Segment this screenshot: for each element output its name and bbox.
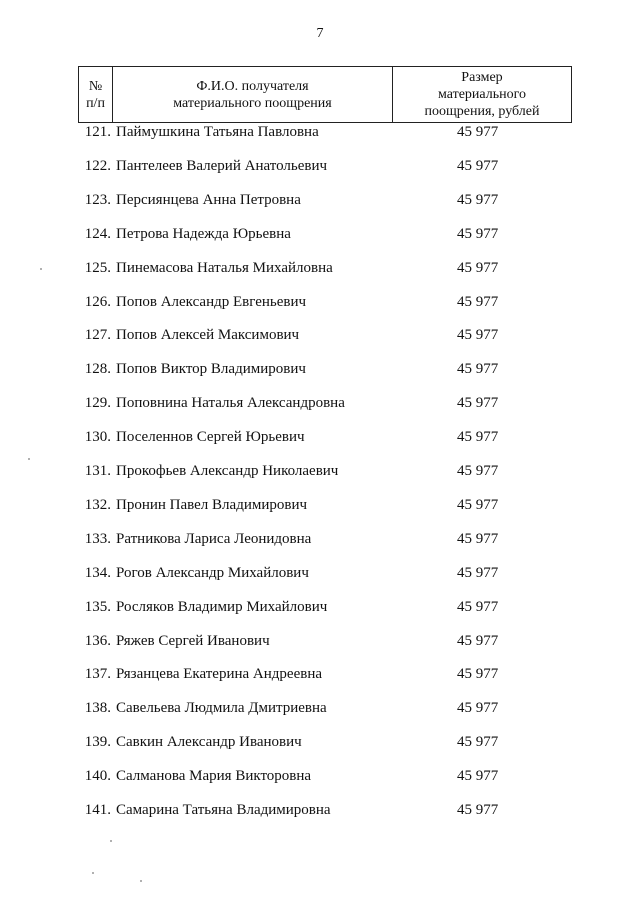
- row-number: 122.: [84, 157, 111, 174]
- recipient-name: Петрова Надежда Юрьевна: [116, 225, 291, 242]
- reward-amount: 45 977: [457, 598, 499, 615]
- row-number: 121.: [84, 124, 111, 140]
- scan-speck: [140, 880, 142, 882]
- reward-amount: 45 977: [457, 361, 499, 378]
- recipient-name: Пантелеев Валерий Анатольевич: [116, 157, 328, 174]
- reward-amount: 45 977: [457, 225, 499, 242]
- table-row: [0, 562, 640, 584]
- header-amount-column: Размер материального поощрения, рублей: [424, 70, 540, 119]
- reward-amount: 45 977: [457, 124, 499, 140]
- recipient-name: Попов Виктор Владимирович: [116, 361, 306, 378]
- header-name-column: Ф.И.О. получателя материального поощрения: [113, 67, 393, 122]
- recipient-name: Салманова Мария Викторовна: [116, 768, 312, 785]
- row-number: 138.: [84, 700, 111, 717]
- recipient-name: Пинемасова Наталья Михайловна: [116, 259, 333, 276]
- recipient-name: Савельева Людмила Дмитриевна: [116, 700, 327, 717]
- scan-speck: [28, 458, 30, 460]
- reward-amount: 45 977: [457, 157, 499, 174]
- row-number: 135.: [84, 598, 111, 615]
- table-row: [0, 799, 640, 821]
- row-number: 139.: [84, 734, 111, 751]
- table-row: [0, 291, 640, 313]
- row-number: 140.: [84, 768, 111, 785]
- scan-speck: [110, 840, 112, 842]
- reward-amount: 45 977: [457, 191, 499, 208]
- table-row: [0, 392, 640, 414]
- row-number: 132.: [84, 496, 111, 513]
- reward-amount: 45 977: [457, 768, 499, 785]
- row-number: 125.: [84, 259, 111, 276]
- recipient-name: Паймушкина Татьяна Павловна: [116, 124, 319, 140]
- row-number: 136.: [84, 632, 111, 649]
- row-number: 141.: [84, 802, 111, 818]
- reward-amount: 45 977: [457, 259, 499, 276]
- table-row: [0, 731, 640, 753]
- table-row: [0, 663, 640, 685]
- row-number: 134.: [84, 564, 111, 581]
- header-number-column: № п/п: [79, 67, 113, 122]
- table-row: [0, 697, 640, 719]
- table-row: [0, 596, 640, 618]
- row-number: 129.: [84, 395, 111, 412]
- table-row: [0, 223, 640, 245]
- reward-amount: 45 977: [457, 429, 499, 446]
- scan-speck: [40, 268, 42, 270]
- recipient-name: Пронин Павел Владимирович: [116, 496, 308, 513]
- reward-amount: 45 977: [457, 496, 499, 513]
- reward-amount: 45 977: [457, 666, 499, 683]
- scan-speck: [92, 872, 94, 874]
- recipient-name: Персиянцева Анна Петровна: [116, 191, 301, 208]
- recipient-name: Поповнина Наталья Александровна: [116, 395, 345, 412]
- table-row: [0, 324, 640, 346]
- recipient-name: Самарина Татьяна Владимировна: [116, 802, 331, 818]
- recipient-name: Ряжев Сергей Иванович: [116, 632, 270, 649]
- recipient-name: Поселеннов Сергей Юрьевич: [116, 429, 305, 446]
- table-row: [0, 257, 640, 279]
- table-row: [0, 426, 640, 448]
- table-header: [78, 66, 572, 123]
- reward-amount: 45 977: [457, 700, 499, 717]
- row-number: 133.: [84, 530, 111, 547]
- page-number: 7: [316, 26, 324, 41]
- table-row: [0, 765, 640, 787]
- recipient-name: Прокофьев Александр Николаевич: [116, 463, 339, 479]
- reward-amount: 45 977: [457, 463, 499, 479]
- recipient-name: Росляков Владимир Михайлович: [116, 598, 328, 615]
- row-number: 130.: [84, 429, 111, 446]
- row-number: 137.: [84, 666, 111, 683]
- recipient-name: Рогов Александр Михайлович: [116, 564, 309, 581]
- recipient-name: Ратникова Лариса Леонидовна: [116, 530, 312, 547]
- row-number: 123.: [84, 191, 111, 208]
- table-row: [0, 358, 640, 380]
- table-row: [0, 528, 640, 550]
- table-row: [0, 494, 640, 516]
- table-row: [0, 460, 640, 482]
- table-row: [0, 189, 640, 211]
- row-number: 128.: [84, 361, 111, 378]
- table-row: [0, 630, 640, 652]
- recipient-name: Попов Алексей Максимович: [116, 327, 300, 344]
- reward-amount: 45 977: [457, 734, 499, 751]
- reward-amount: 45 977: [457, 293, 499, 310]
- table-row: [0, 121, 640, 143]
- reward-amount: 45 977: [457, 632, 499, 649]
- row-number: 126.: [84, 293, 111, 310]
- row-number: 131.: [84, 463, 111, 479]
- reward-amount: 45 977: [457, 327, 499, 344]
- row-number: 124.: [84, 225, 111, 242]
- row-number: 127.: [84, 327, 111, 344]
- reward-amount: 45 977: [457, 564, 499, 581]
- table-row: [0, 155, 640, 177]
- recipient-name: Попов Александр Евгеньевич: [116, 293, 307, 310]
- reward-amount: 45 977: [457, 395, 499, 412]
- recipient-name: Рязанцева Екатерина Андреевна: [116, 666, 323, 683]
- reward-amount: 45 977: [457, 802, 499, 818]
- recipient-name: Савкин Александр Иванович: [116, 734, 302, 751]
- reward-amount: 45 977: [457, 530, 499, 547]
